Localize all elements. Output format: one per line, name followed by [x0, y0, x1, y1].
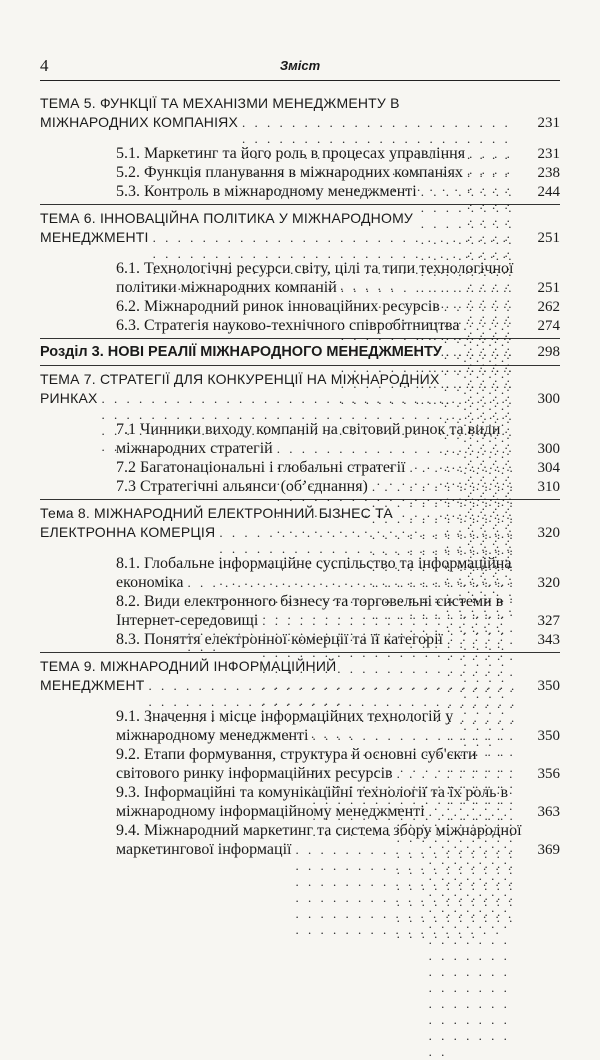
running-title: Зміст [279, 58, 321, 73]
entry-title-line: Інтернет-середовищі [116, 612, 259, 629]
entry-title-line: ЕЛЕКТРОННА КОМЕРЦІЯ [40, 524, 216, 540]
dot-leader [295, 842, 518, 938]
entry-title-line: міжнародному менеджменті [116, 727, 309, 744]
entry-title-line: 8.2. Види електронного бізнесу та торговельні системи в [116, 593, 504, 610]
entry-title-line: ТЕМА 9. МІЖНАРОДНИЙ ІНФОРМАЦІЙНИЙ [40, 658, 337, 674]
entry-title-line: 5.2. Функція планування в міжнародних компаніях [116, 164, 463, 181]
toc-theme [40, 92, 560, 137]
entry-title-line: 6.2. Міжнародний ринок інноваційних ресурсів [116, 298, 440, 315]
entry-title-line: 5.1. Маркетинг та його роль в процесах управління [116, 145, 466, 162]
entry-title-line: політики міжнародних компаній [116, 279, 337, 296]
entry-title-line: 6.1. Технологічні ресурси світу, цілі та типи технологічної [116, 260, 514, 277]
entry-title-line: 7.1 Чинники виходу компаній на світовий ринок та види [116, 421, 501, 438]
entry-page-number: 310 [537, 479, 560, 495]
entry-page-number: 343 [537, 632, 560, 648]
entry-title-line: міжнародному інформаційному менеджменті [116, 803, 425, 820]
entry-page-number: 356 [537, 766, 560, 782]
entry-title-line: 7.3 Стратегічні альянси (об’єднання) [116, 478, 368, 495]
entry-title-line: РИНКАХ [40, 390, 98, 406]
entry-title-line: ТЕМА 5. ФУНКЦІЇ ТА МЕХАНІЗМИ МЕНЕДЖМЕНТУ В [40, 95, 400, 111]
entry-page-number: 298 [537, 344, 560, 360]
toc-subentry [40, 459, 560, 478]
entry-page-number: 300 [537, 391, 560, 407]
entry-page-number: 274 [537, 318, 560, 334]
entry-page-number: 300 [537, 441, 560, 457]
toc-subentry [40, 478, 560, 497]
entry-title-line: 9.3. Інформаційні та комунікаційні технології та їх роль в [116, 784, 509, 801]
entry-page-number: 327 [537, 613, 560, 629]
entry-title-line: ТЕМА 6. ІННОВАЦІЙНА ПОЛІТИКА У МІЖНАРОДНОМУ [40, 210, 414, 226]
entry-title-line: 9.1. Значення і місце інформаційних технологій у [116, 708, 454, 725]
entry-page-number: 304 [537, 460, 560, 476]
entry-title-line: Розділ 3. НОВІ РЕАЛІЇ МІЖНАРОДНОГО МЕНЕДЖМЕНТУ [40, 344, 442, 360]
toc-subentry [40, 164, 560, 183]
entry-title-line: Тема 8. МІЖНАРОДНИЙ ЕЛЕКТРОННИЙ БІЗНЕС ТА [40, 505, 393, 521]
entry-page-number: 251 [537, 230, 560, 246]
entry-title-line: МЕНЕДЖМЕНТІ [40, 229, 149, 245]
page-number: 4 [40, 56, 49, 75]
toc-subentry [40, 298, 560, 317]
entry-title-line: 6.3. Стратегія науково-технічного співробітництва [116, 317, 460, 334]
toc-subentry [40, 631, 560, 650]
entry-title-line: 9.2. Етапи формування, структура й основні суб'єкти [116, 746, 477, 763]
entry-title-line: МІЖНАРОДНИХ КОМПАНІЯХ [40, 114, 239, 130]
entry-title-line: світового ринку інформаційних ресурсів [116, 765, 393, 782]
entry-title-line: маркетингової інформації [116, 841, 292, 858]
table-of-contents [40, 92, 560, 860]
entry-page-number: 363 [537, 804, 560, 820]
entry-page-number: 369 [537, 842, 560, 858]
entry-page-number: 350 [537, 728, 560, 744]
toc-subentry [40, 317, 560, 336]
entry-page-number: 231 [537, 146, 560, 162]
entry-page-number: 231 [537, 115, 560, 131]
entry-title-line: 7.2 Багатонаціональні і глобальні стратегії [116, 459, 406, 476]
entry-page-number: 262 [537, 299, 560, 315]
entry-page-number: 320 [537, 525, 560, 541]
entry-title-line: економіка [116, 574, 184, 591]
entry-page-number: 238 [537, 165, 560, 181]
toc-subentry [40, 183, 560, 202]
running-header [40, 52, 560, 81]
entry-title-line: міжнародних стратегій [116, 440, 273, 457]
entry-title-line: 9.4. Міжнародний маркетинг та система збору міжнародної [116, 822, 522, 839]
entry-page-number: 251 [537, 280, 560, 296]
entry-title-line: 8.3. Поняття електронної комерції та її категорії [116, 631, 443, 648]
entry-page-number: 320 [537, 575, 560, 591]
entry-page-number: 350 [537, 678, 560, 694]
entry-title-line: 8.1. Глобальне інформаційне суспільство та інформаційна [116, 555, 512, 572]
entry-title-line: 5.3. Контроль в міжнародному менеджменті [116, 183, 417, 200]
entry-title-line: МЕНЕДЖМЕНТ [40, 677, 145, 693]
toc-section [40, 341, 560, 363]
entry-title-line: ТЕМА 7. СТРАТЕГІЇ ДЛЯ КОНКУРЕНЦІЇ НА МІЖНАРОДНИХ [40, 371, 440, 387]
entry-page-number: 244 [537, 184, 560, 200]
